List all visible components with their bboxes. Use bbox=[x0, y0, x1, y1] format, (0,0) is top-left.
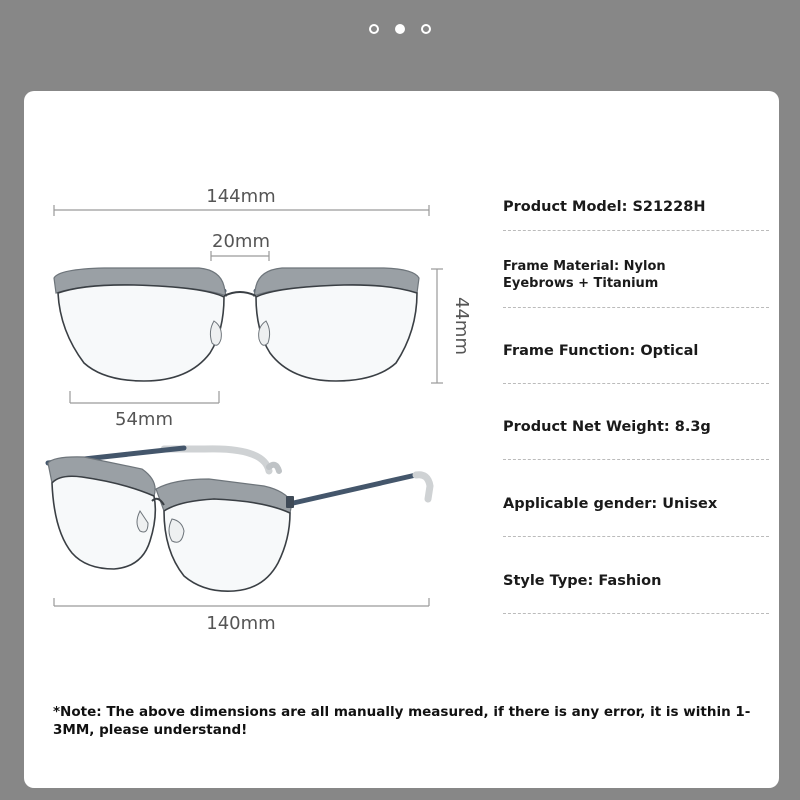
measurement-note: *Note: The above dimensions are all manually measured, if there is any error, it is within 1-3MM, please understand! bbox=[53, 704, 751, 738]
spec-style-type-text: Style Type: Fashion bbox=[503, 573, 662, 589]
dim-lens-height-label: 44mm bbox=[451, 297, 472, 355]
spec-net-weight-text: Product Net Weight: 8.3g bbox=[503, 419, 711, 435]
spec-gender-text: Applicable gender: Unisex bbox=[503, 496, 718, 512]
spec-frame-material-text: Frame Material: Nylon Eyebrows + Titanium bbox=[503, 259, 666, 291]
carousel-dot-2-active[interactable] bbox=[395, 24, 405, 34]
dim-lens-width-label: 54mm bbox=[115, 409, 173, 430]
dimension-line-bridge bbox=[211, 251, 269, 261]
spec-product-model-text: Product Model: S21228H bbox=[503, 198, 706, 215]
dimension-line-lens-width bbox=[70, 391, 219, 403]
spec-frame-function-text: Frame Function: Optical bbox=[503, 343, 699, 359]
spec-style-type bbox=[503, 549, 769, 614]
dimension-line-temple-length bbox=[54, 598, 429, 606]
dim-total-width-label: 144mm bbox=[206, 186, 276, 207]
product-spec-card bbox=[24, 91, 779, 788]
carousel-dot-3[interactable] bbox=[421, 24, 431, 34]
spec-frame-material bbox=[503, 243, 769, 308]
dim-temple-length-label: 140mm bbox=[206, 613, 276, 634]
dim-bridge-label: 20mm bbox=[212, 231, 270, 252]
spec-product-model bbox=[503, 183, 769, 231]
glasses-dimension-diagram bbox=[24, 91, 484, 651]
spec-gender bbox=[503, 472, 769, 537]
glasses-side-view bbox=[48, 448, 430, 591]
glasses-front-view bbox=[54, 268, 419, 381]
spec-net-weight bbox=[503, 395, 769, 460]
carousel-pager bbox=[0, 24, 800, 38]
carousel-dot-1[interactable] bbox=[369, 24, 379, 34]
spec-frame-function bbox=[503, 319, 769, 384]
dimension-line-lens-height bbox=[431, 269, 443, 383]
